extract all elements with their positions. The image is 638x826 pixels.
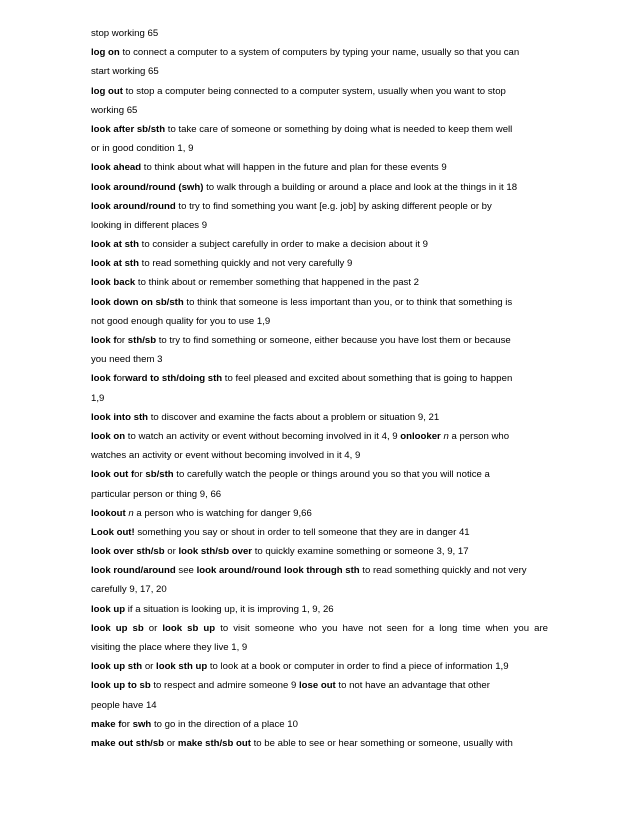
definition-text: watches an activity or event without becoming involved in it 4, 9	[91, 450, 361, 462]
definition-text: or	[164, 737, 178, 749]
headword: log on	[91, 47, 120, 59]
definition-text: to think that someone is less important than you, or to think that something is	[183, 296, 513, 308]
headword: sth/sb	[127, 335, 157, 346]
headword: Look out!	[91, 526, 135, 538]
text-line	[91, 715, 548, 734]
text-line	[91, 197, 548, 216]
text-line	[91, 580, 548, 599]
definition-text: you need them 3	[91, 354, 163, 366]
definition-text: or	[164, 546, 179, 558]
definition-text: to quickly examine something or someone 3, 9, 17	[252, 546, 469, 558]
headword: lose out	[298, 680, 336, 692]
text-line	[91, 101, 548, 120]
text-line	[91, 312, 548, 331]
headword: look up sth	[91, 661, 143, 673]
definition-text: or	[116, 335, 128, 346]
definition-text: to try to find something or someone, either because you have lost them or because	[156, 335, 511, 346]
headword: look sth up	[156, 661, 208, 673]
text-line	[91, 389, 548, 408]
text-line	[91, 273, 548, 292]
text-line	[91, 62, 548, 81]
headword: look f	[91, 373, 117, 385]
definition-text: start working 65	[91, 66, 159, 78]
headword: look f	[91, 335, 117, 346]
headword: make f	[91, 718, 122, 730]
text-line	[91, 676, 548, 695]
text-line	[91, 446, 548, 465]
text-line	[91, 600, 548, 619]
headword: look around/round (swh)	[91, 181, 204, 193]
definition-text: stop working 65	[91, 28, 159, 39]
definition-text: if a situation is looking up, it is improving 1, 9, 26	[125, 603, 334, 615]
text-line	[91, 427, 548, 446]
text-line	[91, 734, 548, 753]
text-line	[91, 158, 548, 177]
headword: look down on sb/sth	[91, 296, 184, 308]
headword: look sth/sb over	[178, 546, 253, 558]
part-of-speech: n	[128, 507, 134, 519]
definition-text: working 65	[91, 104, 138, 116]
definition-text: not good enough quality for you to use 1,9	[91, 315, 271, 327]
text-line	[91, 542, 548, 561]
headword: look after sb/sth	[91, 123, 166, 135]
text-line	[91, 619, 548, 638]
definition-text: or	[134, 469, 146, 481]
text-line	[91, 82, 548, 101]
headword: make sth/sb out	[177, 737, 251, 749]
definition-text: or	[121, 718, 133, 730]
text-line	[91, 485, 548, 504]
text-line	[91, 24, 548, 43]
headword: look into sth	[91, 411, 149, 423]
definition-text: or in good condition 1, 9	[91, 143, 194, 155]
headword: log out	[91, 85, 123, 97]
text-line	[91, 120, 548, 139]
headword: look at sth	[91, 239, 139, 251]
entry-lines	[91, 24, 548, 753]
text-line	[91, 235, 548, 254]
text-line	[91, 293, 548, 312]
headword: look around/round look through sth	[196, 565, 360, 577]
definition-text: or	[143, 622, 163, 634]
definition-text: a person who is watching for danger 9,66	[133, 507, 312, 519]
headword: look out f	[91, 469, 135, 481]
definition-text: to not have an advantage that other	[335, 680, 490, 692]
definition-text: to walk through a building or around a place and look at the things in it 18	[203, 181, 518, 193]
headword: onlooker	[400, 430, 441, 442]
text-line	[91, 43, 548, 62]
definition-text: to feel pleased and excited about something that is going to happen	[222, 373, 513, 385]
definition-text: to read something quickly and not very carefully 9	[138, 258, 353, 270]
definition-text: to watch an activity or event without becoming involved in it 4, 9	[125, 430, 401, 442]
definition-text: or	[142, 661, 157, 673]
headword: make out sth/sb	[91, 737, 165, 749]
text-line	[91, 523, 548, 542]
definition-text: visiting the place where they live 1, 9	[91, 642, 248, 653]
definition-text: a person who	[448, 430, 510, 442]
text-line	[91, 369, 548, 388]
definition-text: carefully 9, 17, 20	[91, 584, 167, 596]
text-line	[91, 465, 548, 484]
headword: look back	[91, 277, 136, 289]
headword: look around/round	[91, 200, 176, 212]
text-line	[91, 638, 548, 657]
definition-text: to carefully watch the people or things around you so that you will notice a	[173, 469, 490, 481]
headword: look ahead	[91, 162, 142, 174]
text-line	[91, 561, 548, 580]
headword: sb/sth	[145, 469, 174, 481]
definition-text: to respect and admire someone 9	[150, 680, 299, 692]
headword: look on	[91, 430, 126, 442]
definition-text: particular person or thing 9, 66	[91, 488, 222, 500]
definition-text: looking in different places 9	[91, 219, 208, 231]
headword: look sb up	[162, 622, 216, 634]
headword: look up to sb	[91, 680, 151, 692]
definition-text: 1,9	[91, 392, 105, 404]
headword: look over sth/sb	[91, 546, 165, 558]
text-line	[91, 254, 548, 273]
text-line	[91, 504, 548, 523]
text-line	[91, 216, 548, 235]
headword: look round/around	[91, 565, 176, 577]
text-line	[91, 139, 548, 158]
definition-text: to be able to see or hear something or someone, usually with	[250, 737, 513, 749]
definition-text: to go in the direction of a place 10	[151, 718, 298, 730]
definition-text: to take care of someone or something by doing what is needed to keep them well	[165, 123, 513, 135]
definition-text: to connect a computer to a system of computers by typing your name, usually so that you can	[119, 47, 520, 59]
definition-text: to try to find something you want [e.g. job] by asking different people or by	[175, 200, 492, 212]
definition-text: see	[175, 565, 197, 577]
headword: lookout	[91, 507, 126, 519]
definition-text: to look at a book or computer in order to find a piece of information 1,9	[207, 661, 509, 673]
definition-text: or	[116, 373, 126, 385]
headword: look up	[91, 603, 126, 615]
text-line	[91, 696, 548, 715]
definition-text: to consider a subject carefully in order to make a decision about it 9	[138, 239, 429, 251]
text-line	[91, 178, 548, 197]
text-line	[91, 350, 548, 369]
headword: look at sth	[91, 258, 139, 270]
definition-text: to read something quickly and not very	[359, 565, 527, 577]
definition-text: to stop a computer being connected to a computer system, usually when you want to stop	[122, 85, 506, 97]
definition-text: something you say or shout in order to tell someone that they are in danger 41	[134, 526, 470, 538]
definition-text: people have 14	[91, 699, 157, 711]
definition-text: to think about what will happen in the future and plan for these events 9	[141, 162, 447, 174]
text-line	[91, 331, 548, 350]
headword: look up sb	[91, 622, 144, 634]
headword: ward to sth/doing sth	[125, 373, 223, 385]
part-of-speech: n	[443, 430, 449, 442]
definition-text: to visit someone who you have not seen for a long time when you are	[215, 622, 549, 634]
text-line	[91, 657, 548, 676]
text-line	[91, 408, 548, 427]
headword: swh	[132, 718, 152, 730]
definition-text: to discover and examine the facts about a problem or situation 9, 21	[148, 411, 440, 423]
definition-text: to think about or remember something that happened in the past 2	[135, 277, 419, 289]
